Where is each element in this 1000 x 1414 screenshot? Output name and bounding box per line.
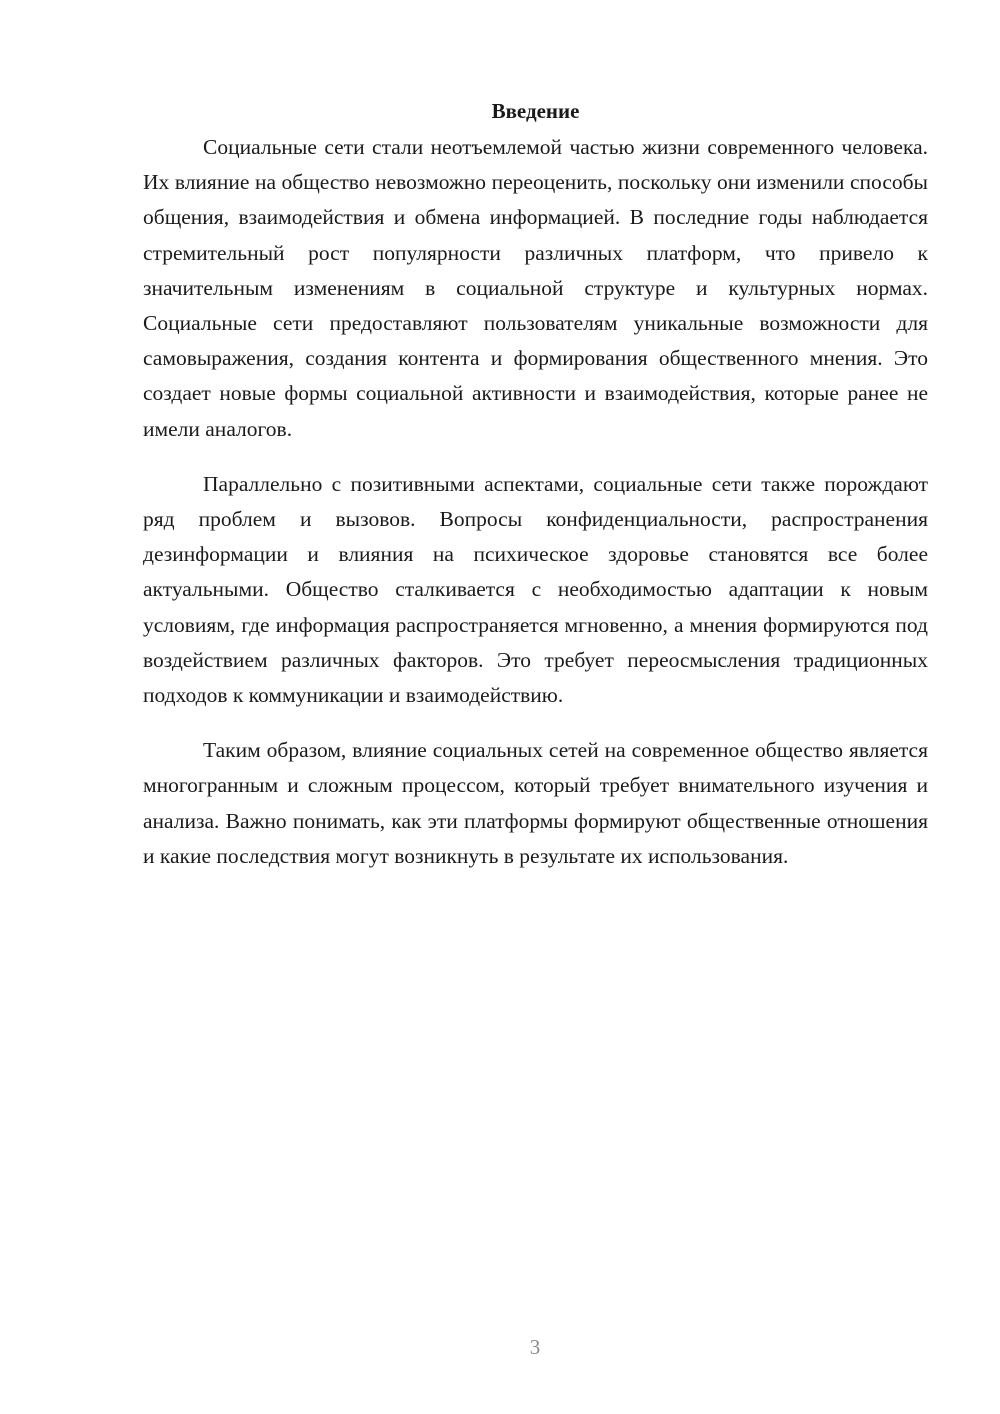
section-heading: Введение: [491, 99, 580, 123]
paragraph-2: Параллельно с позитивными аспектами, социальные сети также порождают ряд проблем и вызовов. Вопросы конфиденциальности, распространения дезинформации и влияния на психическое здоровье становятся все более актуальными. Общество сталкивается с необходимостью адаптации к новым условиям, где информация распространяется мгновенно, а мнения формируются под воздействием различных факторов. Это требует переосмысления традиционных подходов к коммуникации и взаимодействию.: [143, 471, 928, 708]
page-number: 3: [529, 1335, 541, 1359]
paragraph-1: Социальные сети стали неотъемлемой частью жизни современного человека. Их влияние на общество невозможно переоценить, поскольку они изменили способы общения, взаимодействия и обмена информацией. В последние годы наблюдается стремительный рост популярности различных платформ, что привело к значительным изменениям в социальной структуре и культурных нормах. Социальные сети предоставляют пользователям уникальные возможности для самовыражения, создания контента и формирования общественного мнения. Это создает новые формы социальной активности и взаимодействия, которые ранее не имели аналогов.: [143, 135, 928, 441]
page-content: [143, 96, 928, 874]
paragraph-3: Таким образом, влияние социальных сетей на современное общество является многогранным и сложным процессом, который требует внимательного изучения и анализа. Важно понимать, как эти платформы формируют общественные отношения и какие последствия могут возникнуть в результате их использования.: [143, 738, 928, 868]
